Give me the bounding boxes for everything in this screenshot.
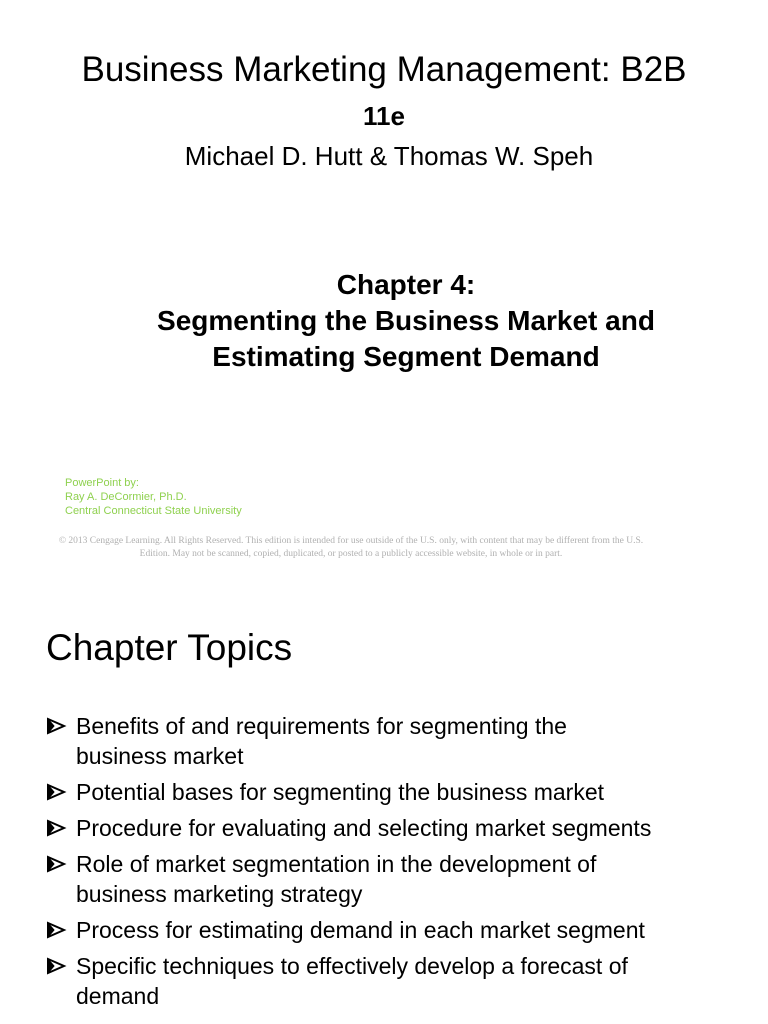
chapter-number: Chapter 4: [336, 269, 476, 300]
arrow-bullet-icon [46, 777, 72, 807]
topic-item [46, 711, 746, 771]
chapter-title-line: Estimating Segment Demand [212, 341, 600, 372]
topic-text-line: Potential bases for segmenting the business market [76, 779, 605, 805]
topic-text-line: business marketing strategy [76, 881, 363, 907]
credit-line: PowerPoint by: [65, 477, 139, 489]
chapter-heading [0, 267, 768, 375]
arrow-bullet-icon [46, 849, 72, 879]
credit-line: Ray A. DeCormier, Ph.D. [65, 491, 187, 503]
topic-item [46, 915, 746, 945]
topics-title: Chapter Topics [46, 627, 293, 668]
topic-item [46, 951, 746, 1011]
arrow-bullet-icon [46, 951, 72, 981]
topic-text-line: Specific techniques to effectively develop a forecast of [76, 953, 628, 979]
edition-label: 11e [363, 101, 405, 131]
topics-slide [0, 580, 768, 1024]
credit-line: Central Connecticut State University [65, 505, 242, 517]
topic-item [46, 813, 746, 843]
arrow-bullet-icon [46, 915, 72, 945]
topics-list [46, 711, 746, 1017]
topic-item [46, 777, 746, 807]
topic-text-line: Procedure for evaluating and selecting market segments [76, 815, 652, 841]
authors-line: Michael D. Hutt & Thomas W. Speh [184, 141, 594, 171]
copyright-line: © 2013 Cengage Learning. All Rights Reserved. This edition is intended for use outside of the U.S. only, with content that may be different from the U.S. [58, 536, 644, 546]
chapter-title-line: Segmenting the Business Market and [157, 305, 655, 336]
topic-text-line: Benefits of and requirements for segmenting the [76, 713, 567, 739]
powerpoint-credit [65, 476, 242, 518]
copyright-notice [10, 535, 692, 561]
arrow-bullet-icon [46, 711, 72, 741]
topic-text-line: Process for estimating demand in each market segment [76, 917, 645, 943]
topic-text-line: business market [76, 743, 244, 769]
topic-item [46, 849, 746, 909]
topic-text-line: Role of market segmentation in the development of [76, 851, 597, 877]
arrow-bullet-icon [46, 813, 72, 843]
topic-text-line: demand [76, 983, 160, 1009]
copyright-line: Edition. May not be scanned, copied, duplicated, or posted to a publicly accessible website, in whole or in part. [139, 549, 563, 559]
book-title: Business Marketing Management: B2B [81, 50, 687, 89]
